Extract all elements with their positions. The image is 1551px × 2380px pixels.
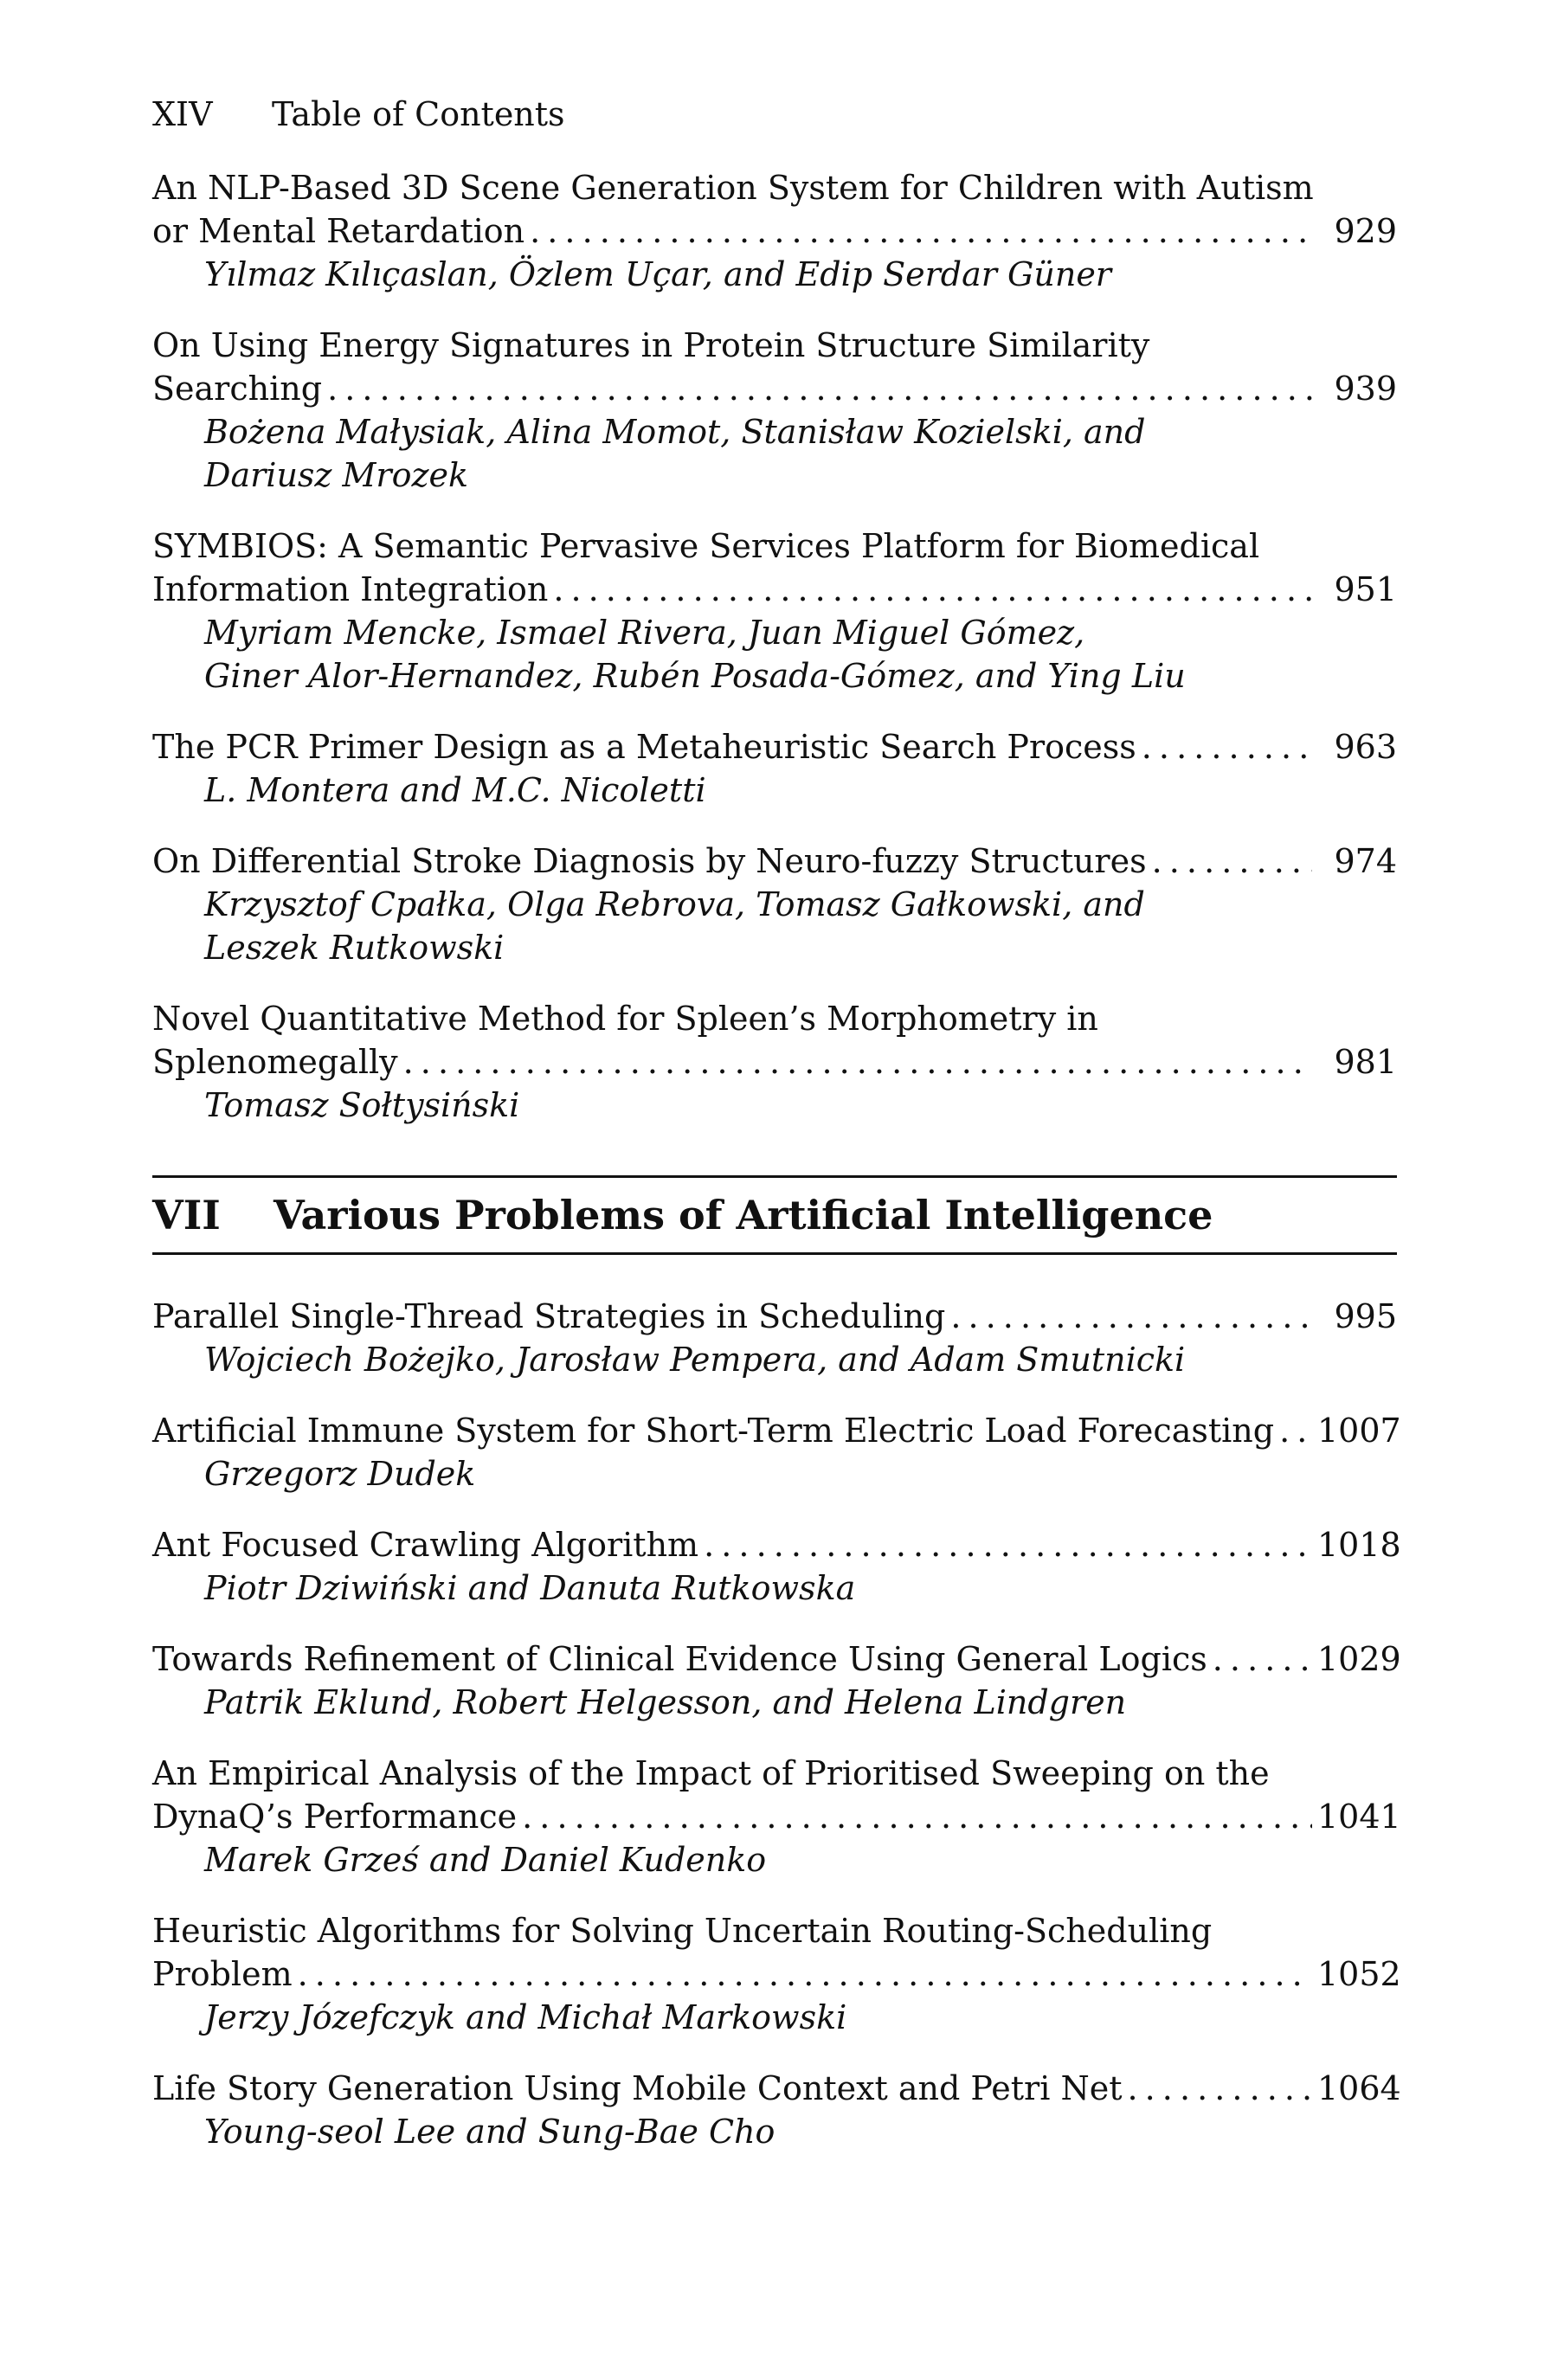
entry-authors xyxy=(152,1338,1397,1381)
toc-entry[interactable] xyxy=(152,1295,1397,1381)
entry-title-text: Ant Focused Crawling Algorithm xyxy=(152,1526,699,1564)
entry-page-number[interactable]: 1052 xyxy=(1317,1955,1401,1993)
entry-page-number[interactable]: 1007 xyxy=(1317,1412,1401,1450)
entry-title-line: Novel Quantitative Method for Spleen’s Morphometry in xyxy=(152,1000,1098,1038)
entry-title-line: On Using Energy Signatures in Protein Structure Similarity xyxy=(152,326,1150,364)
entry-title-text: Life Story Generation Using Mobile Context and Petri Net xyxy=(152,2069,1123,2107)
entry-title-last-line xyxy=(152,1952,1401,1996)
entry-title-line: SYMBIOS: A Semantic Pervasive Services Platform for Biomedical xyxy=(152,527,1260,565)
toc-entry[interactable] xyxy=(152,725,1397,812)
author-line: Patrik Eklund, Robert Helgesson, and Helena Lindgren xyxy=(204,1683,1127,1721)
toc-list-section-7 xyxy=(152,1295,1401,2153)
author-line: Tomasz Sołtysiński xyxy=(204,1086,520,1124)
entry-title-last-line xyxy=(152,1409,1401,1452)
dot-leader xyxy=(950,1295,1312,1338)
part-title: Various Problems of Artificial Intelligence xyxy=(274,1192,1213,1238)
entry-title-text: Splenomegally xyxy=(152,1043,398,1081)
entry-authors xyxy=(152,769,1397,812)
entry-title-text: On Differential Stroke Diagnosis by Neuro-fuzzy Structures xyxy=(152,842,1147,880)
toc-list-section-6 xyxy=(152,166,1397,1127)
toc-entry[interactable] xyxy=(152,166,1397,296)
dot-leader xyxy=(704,1523,1312,1566)
entry-title-text: Artificial Immune System for Short-Term Electric Load Forecasting xyxy=(152,1412,1275,1450)
entry-title-text: Towards Refinement of Clinical Evidence Using General Logics xyxy=(152,1640,1207,1678)
running-title: Table of Contents xyxy=(272,95,565,133)
dot-leader xyxy=(1127,2067,1312,2110)
toc-entry[interactable] xyxy=(152,2067,1401,2153)
running-head xyxy=(152,93,1397,135)
dot-leader xyxy=(522,1795,1312,1838)
entry-authors xyxy=(152,1681,1397,1724)
author-line: Bożena Małysiak, Alina Momot, Stanisław Kozielski, and xyxy=(204,413,1146,451)
toc-entry[interactable] xyxy=(152,997,1397,1127)
toc-entry[interactable] xyxy=(152,524,1397,698)
entry-title-last-line xyxy=(152,1523,1401,1566)
entry-title-line: An NLP-Based 3D Scene Generation System for Children with Autism xyxy=(152,169,1314,207)
author-line: Piotr Dziwiński and Danuta Rutkowska xyxy=(204,1569,856,1607)
author-line: Giner Alor-Hernandez, Rubén Posada-Gómez, and Ying Liu xyxy=(204,657,1186,695)
dot-leader xyxy=(298,1952,1312,1996)
entry-title-text: Searching xyxy=(152,370,323,408)
entry-authors xyxy=(152,1452,1397,1496)
entry-title-text: Parallel Single-Thread Strategies in Scheduling xyxy=(152,1297,946,1335)
author-line: Marek Grześ and Daniel Kudenko xyxy=(204,1841,767,1879)
entry-title-text: Information Integration xyxy=(152,570,549,608)
dot-leader xyxy=(1142,725,1312,769)
author-line: Young-seol Lee and Sung-Bae Cho xyxy=(204,2113,776,2151)
toc-entry[interactable] xyxy=(152,839,1397,969)
entry-authors xyxy=(152,2110,1397,2153)
entry-authors xyxy=(152,410,1397,497)
dot-leader xyxy=(530,209,1312,253)
entry-title-last-line xyxy=(152,1795,1401,1838)
author-line: Krzysztof Cpałka, Olga Rebrova, Tomasz Gałkowski, and xyxy=(204,885,1145,923)
author-line: Leszek Rutkowski xyxy=(204,929,505,967)
entry-authors xyxy=(152,1566,1397,1610)
entry-authors xyxy=(152,611,1397,698)
entry-page-number[interactable]: 939 xyxy=(1334,370,1397,408)
dot-leader xyxy=(1152,839,1312,883)
entry-page-number[interactable]: 1018 xyxy=(1317,1526,1401,1564)
part-heading xyxy=(152,1175,1397,1255)
author-line: Yılmaz Kılıçaslan, Özlem Uçar, and Edip Serdar Güner xyxy=(204,255,1111,293)
toc-entry[interactable] xyxy=(152,1409,1401,1496)
entry-authors xyxy=(152,883,1397,969)
entry-authors xyxy=(152,253,1397,296)
entry-title-last-line xyxy=(152,1295,1397,1338)
page-folio: XIV xyxy=(152,95,213,133)
author-line: Jerzy Józefczyk and Michał Markowski xyxy=(204,1998,847,2036)
author-line: Dariusz Mrozek xyxy=(204,456,469,494)
entry-title-last-line xyxy=(152,725,1397,769)
toc-entry[interactable] xyxy=(152,1523,1401,1610)
entry-title-last-line xyxy=(152,1040,1397,1084)
entry-title-text: Problem xyxy=(152,1955,293,1993)
entry-page-number[interactable]: 963 xyxy=(1334,728,1397,766)
entry-title-last-line xyxy=(152,839,1397,883)
dot-leader xyxy=(327,367,1312,410)
toc-entry[interactable] xyxy=(152,324,1397,497)
entry-page-number[interactable]: 951 xyxy=(1334,570,1397,608)
entry-title-last-line xyxy=(152,568,1397,611)
entry-title-line: Heuristic Algorithms for Solving Uncertain Routing-Scheduling xyxy=(152,1912,1213,1950)
entry-page-number[interactable]: 1064 xyxy=(1317,2069,1401,2107)
author-line: Wojciech Bożejko, Jarosław Pempera, and Adam Smutnicki xyxy=(204,1341,1186,1379)
toc-entry[interactable] xyxy=(152,1637,1401,1724)
part-number: VII xyxy=(152,1192,221,1238)
entry-title-last-line xyxy=(152,209,1397,253)
dot-leader xyxy=(553,568,1312,611)
entry-title-text: DynaQ’s Performance xyxy=(152,1798,518,1836)
toc-page xyxy=(152,93,1401,2181)
entry-authors xyxy=(152,1838,1397,1881)
entry-page-number[interactable]: 1029 xyxy=(1317,1640,1401,1678)
entry-title-text: The PCR Primer Design as a Metaheuristic Search Process xyxy=(152,728,1136,766)
entry-title-last-line xyxy=(152,2067,1401,2110)
entry-authors xyxy=(152,1084,1397,1127)
entry-title-last-line xyxy=(152,367,1397,410)
entry-authors xyxy=(152,1996,1397,2039)
author-line: Grzegorz Dudek xyxy=(204,1455,476,1493)
toc-entry[interactable] xyxy=(152,1909,1401,2039)
entry-title-text: or Mental Retardation xyxy=(152,212,525,250)
entry-page-number[interactable]: 995 xyxy=(1334,1297,1397,1335)
entry-title-last-line xyxy=(152,1637,1401,1681)
entry-title-line: An Empirical Analysis of the Impact of Prioritised Sweeping on the xyxy=(152,1754,1270,1792)
dot-leader xyxy=(1279,1409,1312,1452)
author-line: Myriam Mencke, Ismael Rivera, Juan Miguel Gómez, xyxy=(204,614,1085,652)
entry-page-number[interactable]: 1041 xyxy=(1317,1798,1401,1836)
dot-leader xyxy=(1213,1637,1312,1681)
entry-page-number[interactable]: 981 xyxy=(1334,1043,1397,1081)
dot-leader xyxy=(403,1040,1312,1084)
author-line: L. Montera and M.C. Nicoletti xyxy=(204,771,706,809)
entry-page-number[interactable]: 929 xyxy=(1334,212,1397,250)
entry-page-number[interactable]: 974 xyxy=(1334,842,1397,880)
toc-entry[interactable] xyxy=(152,1752,1401,1881)
